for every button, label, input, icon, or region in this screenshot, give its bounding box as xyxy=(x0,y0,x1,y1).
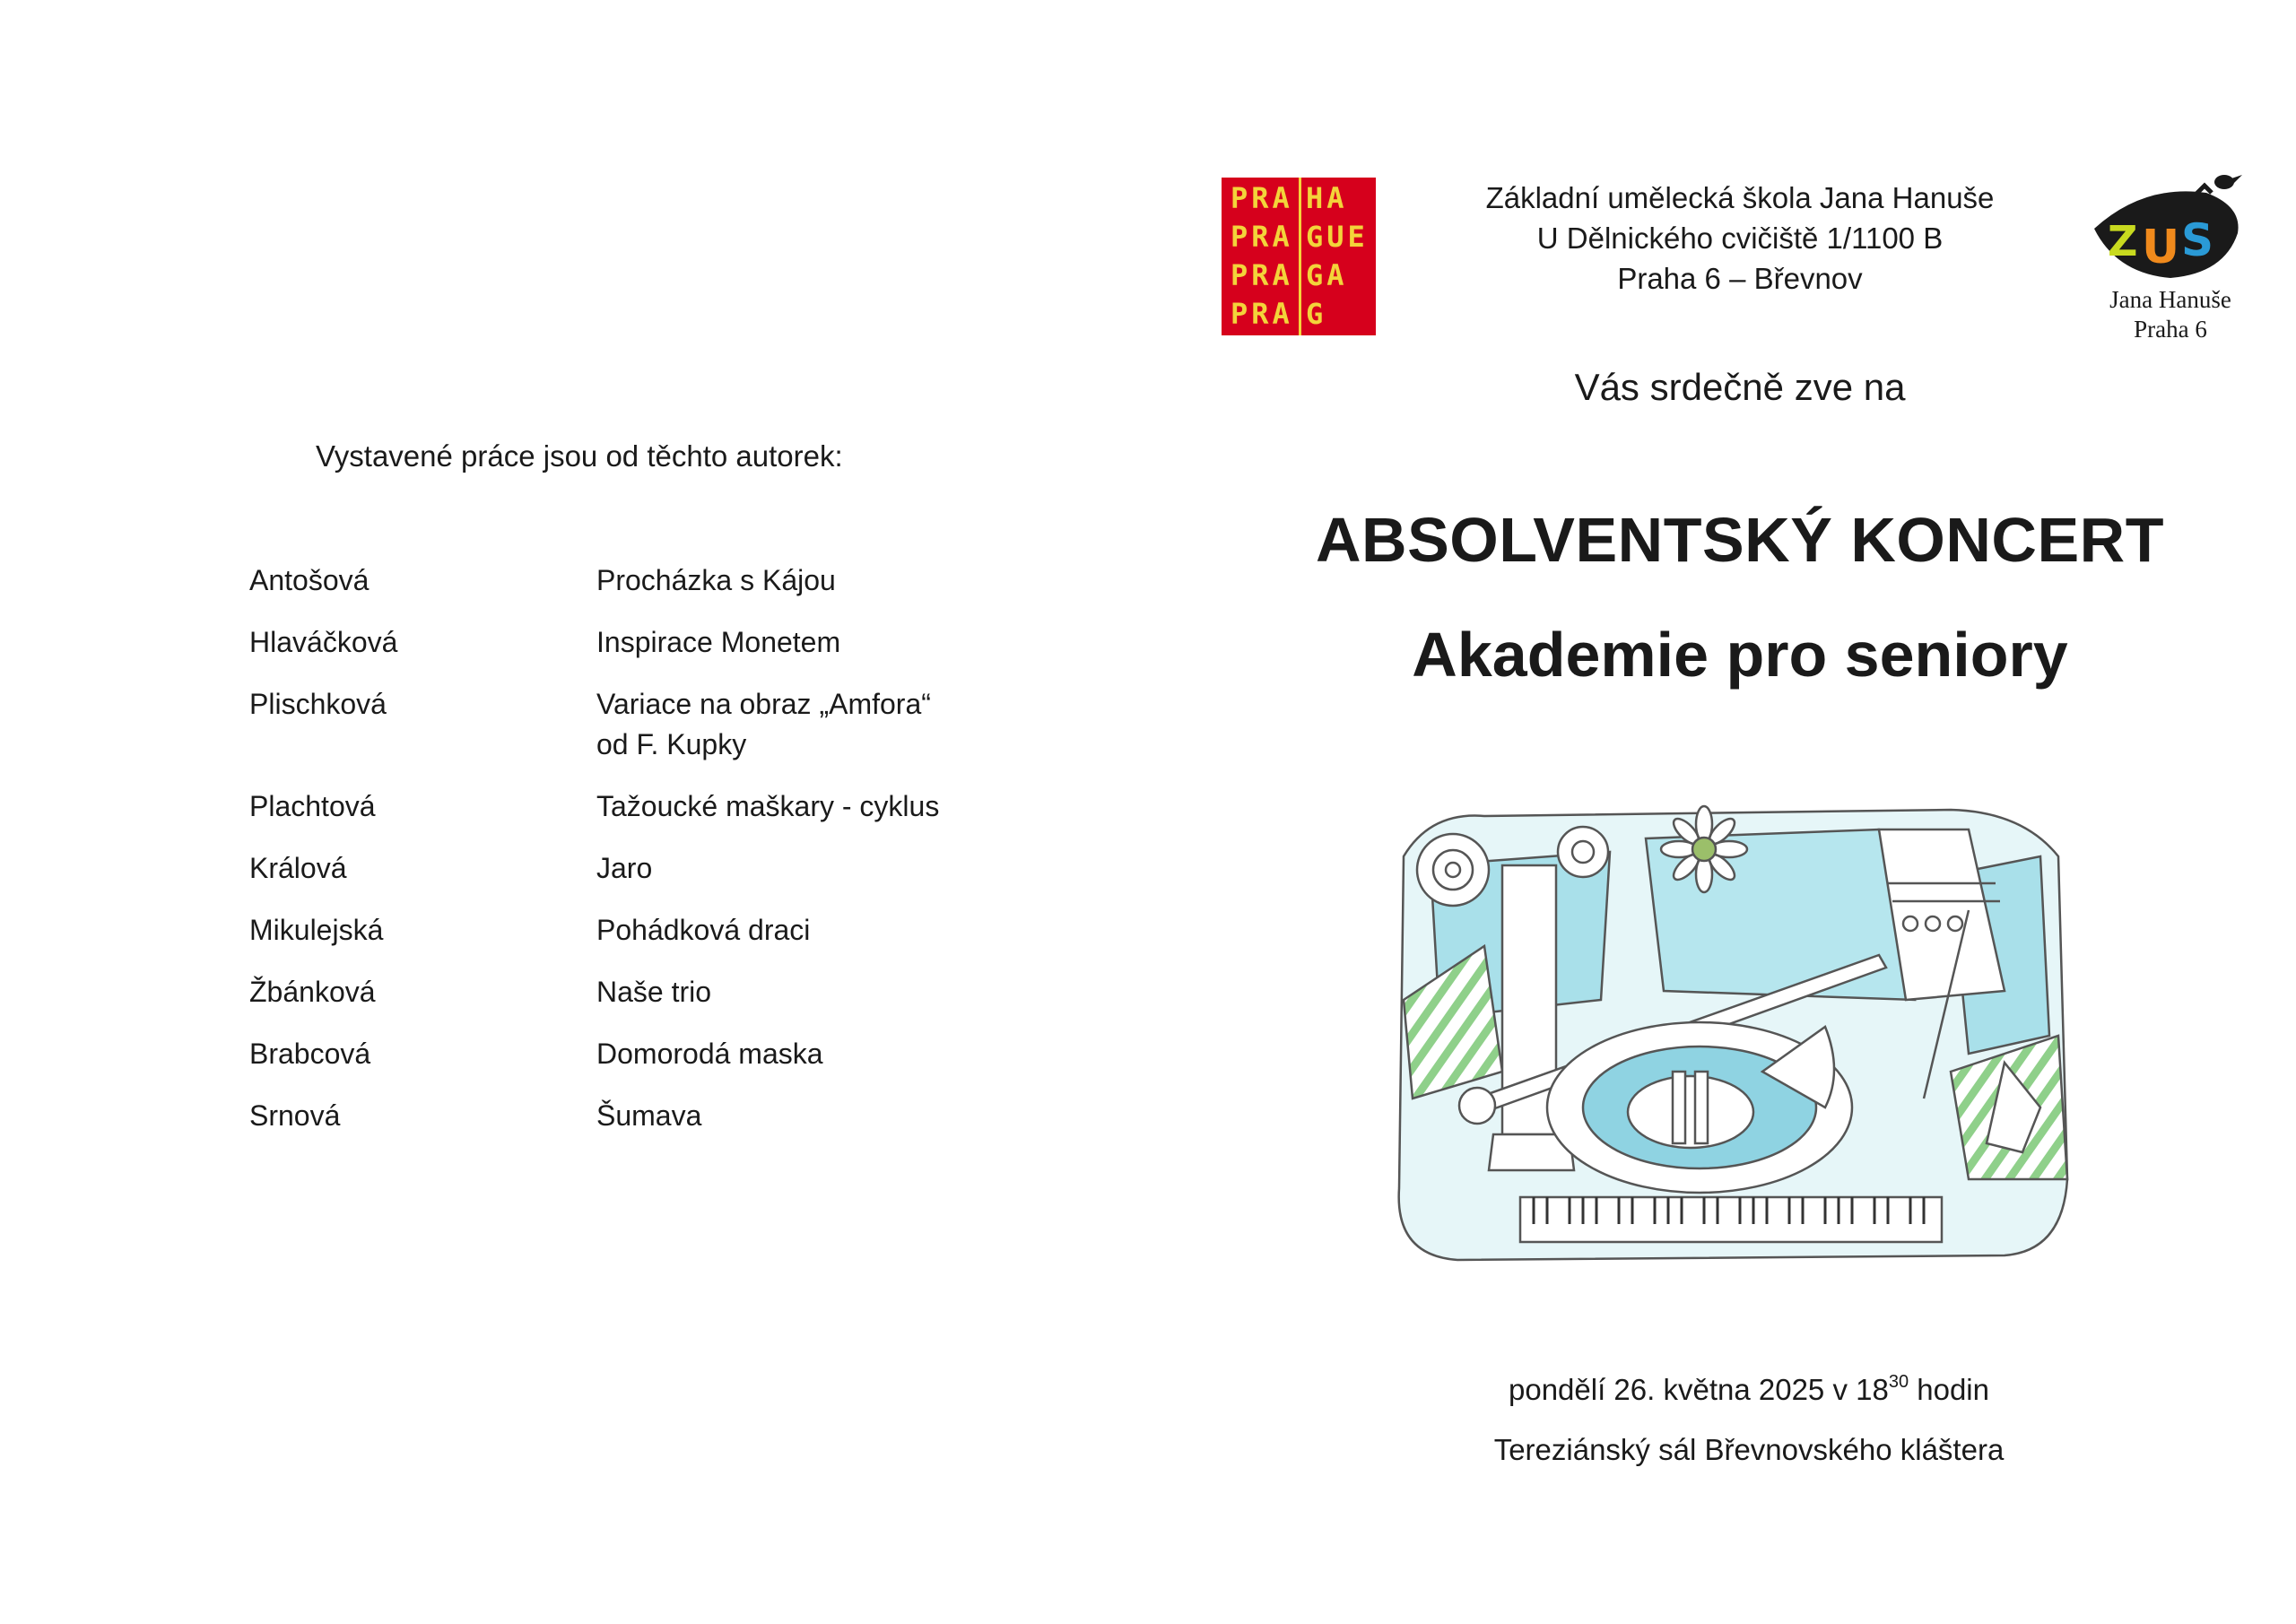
list-item xyxy=(249,1034,967,1074)
work-title: Šumava xyxy=(596,1099,702,1132)
work-title: Domorodá maska xyxy=(596,1038,823,1070)
work-title: Inspirace Monetem xyxy=(596,626,841,658)
invite-text: Vás srdečně zve na xyxy=(1574,366,1906,408)
authors-list xyxy=(249,560,967,1158)
work-title: Naše trio xyxy=(596,976,712,1008)
work-title: Tažoucké maškary - cyklus xyxy=(596,790,940,822)
author-name: Žbánková xyxy=(249,976,376,1008)
logo-text: HA xyxy=(1306,181,1348,215)
praha-logo xyxy=(1222,178,1376,335)
work-title: Variace na obraz „Amfora“ od F. Kupky xyxy=(596,688,931,760)
list-item xyxy=(249,786,967,827)
school-name: Základní umělecká škola Jana Hanuše xyxy=(1485,181,1995,214)
list-item xyxy=(249,972,967,1012)
logo-text: PRA xyxy=(1231,181,1293,215)
author-name: Brabcová xyxy=(249,1038,371,1070)
authors-intro: Vystavené práce jsou od těchto autorek: xyxy=(316,439,843,473)
logo-text: G xyxy=(1306,297,1327,331)
list-item xyxy=(249,848,967,889)
time-superscript: 30 xyxy=(1888,1372,1909,1392)
svg-text:S: S xyxy=(2181,214,2214,266)
school-street: U Dělnického cvičiště 1/1100 B xyxy=(1536,221,1944,255)
author-name: Plachtová xyxy=(249,790,376,822)
logo-text: PRA xyxy=(1231,258,1293,292)
list-item xyxy=(249,560,967,601)
logo-text: GA xyxy=(1306,258,1348,292)
zus-caption xyxy=(2067,285,2274,344)
author-name: Hlaváčková xyxy=(249,626,398,658)
zus-caption-city: Praha 6 xyxy=(2134,316,2207,343)
concert-title: ABSOLVENTSKÝ KONCERT xyxy=(1316,505,2164,575)
zus-caption-name: Jana Hanuše xyxy=(2109,286,2231,313)
logo-text: PRA xyxy=(1231,297,1293,331)
list-item xyxy=(249,910,967,951)
author-name: Antošová xyxy=(249,564,370,596)
author-name: Mikulejská xyxy=(249,914,384,946)
musical-instruments-illustration xyxy=(1377,803,2085,1269)
logo-divider xyxy=(1299,178,1301,335)
author-name: Králová xyxy=(249,852,347,884)
work-title: Pohádková draci xyxy=(596,914,811,946)
list-item xyxy=(249,622,967,663)
date-text: pondělí 26. května 2025 v 18 xyxy=(1509,1373,1889,1406)
event-venue: Tereziánský sál Břevnovského kláštera xyxy=(1493,1433,2005,1466)
event-date xyxy=(1300,1372,2197,1407)
author-name: Plischková xyxy=(249,688,387,720)
list-item xyxy=(249,684,967,765)
date-suffix: hodin xyxy=(1909,1373,1989,1406)
zus-mark: Z xyxy=(2108,217,2138,265)
concert-subtitle: Akademie pro seniory xyxy=(1412,620,2068,690)
author-name: Srnová xyxy=(249,1099,341,1132)
school-address xyxy=(1399,178,2081,299)
list-item xyxy=(249,1096,967,1136)
svg-text:U: U xyxy=(2142,221,2180,274)
logo-text: PRA xyxy=(1231,220,1293,254)
logo-text: GUE xyxy=(1306,220,1369,254)
work-title: Jaro xyxy=(596,852,653,884)
work-title: Procházka s Kájou xyxy=(596,564,836,596)
school-city: Praha 6 – Břevnov xyxy=(1617,262,1863,295)
